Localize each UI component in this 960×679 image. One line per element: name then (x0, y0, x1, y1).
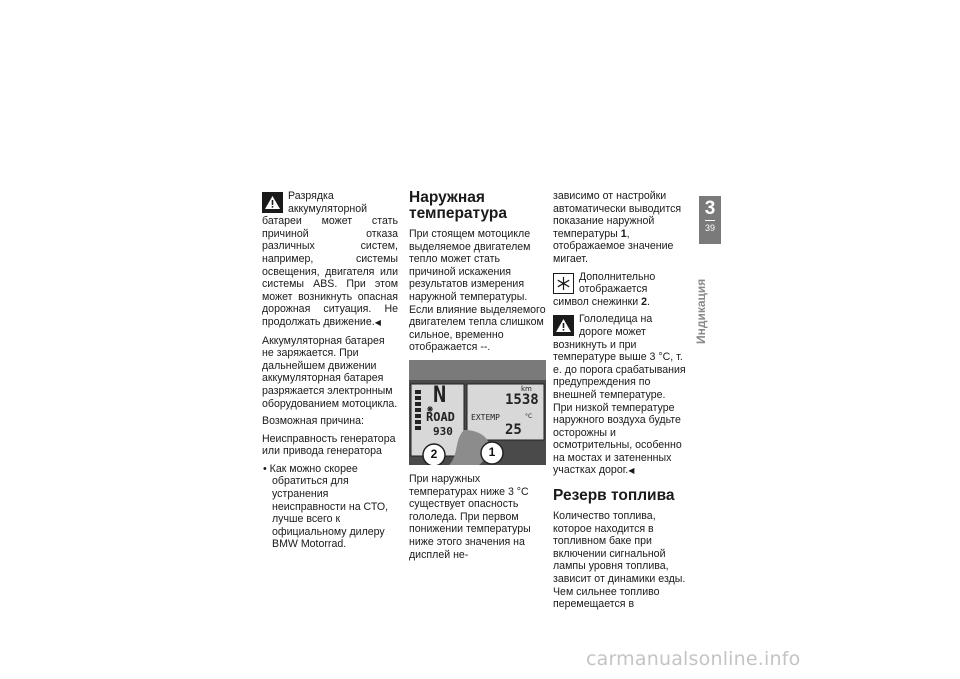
temperature-value: 25 (505, 421, 522, 438)
possible-cause-label: Возможная причина: (262, 415, 364, 428)
battery-paragraph: Аккумуляторная батарея не заряжается. При дальнейшем движении аккумуляторная батарея разряжается электронным оборудованием мотоцикла. (262, 334, 398, 410)
outside-temp-heading: Наружная температура (409, 189, 508, 222)
watermark: carmanualsonline.info (586, 648, 801, 670)
column-2 (409, 190, 546, 566)
odometer-value: 1538 (505, 391, 539, 408)
warning-triangle-icon (262, 192, 283, 213)
section-end-mark: ◀ (628, 466, 635, 476)
column-3 (553, 190, 686, 616)
outside-temp-paragraph: При стоящем мотоцикле выделяемое двигателем тепло может стать причиной искажения результатов измерения наружной температуры. Если влияние выделяемого двигателем тепла слишком сильное, временно отображается --. (409, 228, 546, 354)
odometer-unit: km (521, 384, 532, 393)
page-number: 39 (705, 220, 715, 233)
ice-warning-text: Гололедица на дороге может возникнуть и при температуре выше 3 °C, т. е. до порога срабатывания предупреждения по внешней температуре. При низкой температуре наружного воздуха будьте осторожны и осмотрительны, особенно на мостах и затененных участках дорог. (553, 313, 686, 477)
frost-paragraph: При наружных температурах ниже 3 °C существует опасность гололеда. При первом понижении температуры ниже этого значения на дисплей не- (409, 472, 531, 561)
fuel-reserve-paragraph: Количество топлива, которое находится в топливном баке при включении сигнальной лампы уровня топлива, зависит от динамики езды. Чем сильнее топливо перемещается в (553, 510, 686, 611)
callout-1: 1 (488, 444, 496, 459)
chapter-tab (699, 196, 721, 244)
extemp-label: EXTEMP (471, 412, 500, 422)
fuel-reserve-heading: Резерв топлива (553, 487, 675, 505)
gear-indicator: N (433, 382, 447, 408)
section-end-mark: ◀ (374, 317, 381, 327)
cause-text: Неисправность генератора или привода генератора (262, 432, 396, 458)
battery-warning-text: Разрядка аккумуляторной батареи может стать причиной отказа различных систем, например, системы освещения, двигателя или системы ABS. При этом может возникнуть опасная дорожная ситуация. Не продолжать движение. (262, 190, 398, 328)
extemp-unit: °C (525, 412, 533, 420)
ref-1: 1 (620, 227, 627, 240)
column-1 (262, 190, 398, 556)
riding-mode: ROAD (426, 409, 455, 424)
auto-display-paragraph: зависимо от настройки автоматически выводится показание наружной температуры 1, отображаемое значение мигает. (553, 190, 682, 265)
callout-2: 2 (430, 446, 438, 461)
fuel-bar-graph (415, 390, 421, 430)
snowflake-icon (553, 273, 574, 294)
battery-warning (262, 190, 398, 330)
snowflake-note: Дополнительно отображается символ снежинки 2. (553, 270, 656, 308)
ice-warning (553, 313, 686, 478)
dashboard-display-figure (409, 360, 546, 465)
left-value: 930 (433, 424, 453, 438)
chapter-title: Индикация (694, 278, 708, 344)
ref-2: 2 (641, 295, 647, 308)
warning-triangle-icon (553, 315, 574, 336)
chapter-number: 3 (704, 198, 716, 219)
action-bullet: • Как можно скорее обратиться для устранения неисправности на СТО, лучше всего к официальному дилеру BMW Motorrad. (263, 462, 389, 551)
